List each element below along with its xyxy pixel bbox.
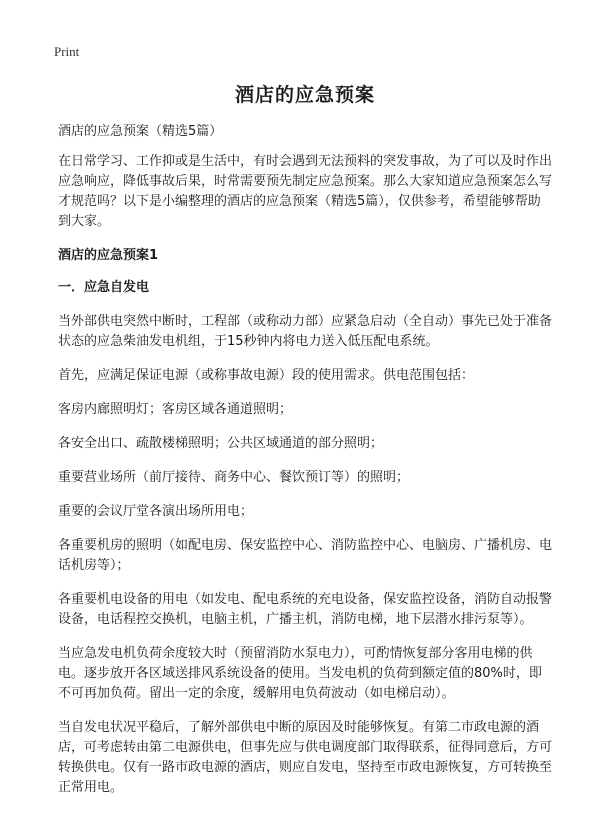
page-title: 酒店的应急预案 [234,84,375,106]
body-paragraph: 各安全出口、疏散楼梯照明；公共区域通道的部分照明； [58,436,384,451]
section-heading: 酒店的应急预案1 [58,248,159,263]
sub-heading: 一．应急自发电 [58,280,150,295]
body-paragraph: 各重要机电设备的用电（如发电、配电系统的充电设备，保安监控设备，消防自动报警设备，电话程控交换机，电脑主机，广播主机，消防电梯，地下层潜水排污泵等）。 [58,592,553,627]
body-paragraph: 当自发电状况平稳后，了解外部供电中断的原因及时能够恢复。有第二市政电源的酒店，可考虑转由第二电源供电，但事先应与供电调度部门取得联系，征得同意后，方可转换供电。仅有一路市政电源的酒店，则应自发电，坚持至市政电源恢复，方可转换至正常用电。 [58,720,553,795]
intro-paragraph: 在日常学习、工作抑或是生活中，有时会遇到无法预料的突发事故，为了可以及时作出应急响应，降低事故后果，时常需要预先制定应急预案。那么大家知道应急预案怎么写才规范吗？以下是小编整理的酒店的应急预案（精选5篇），仅供参考，希望能够帮助到大家。 [58,154,553,229]
print-label: Print [54,44,80,59]
document-subtitle: 酒店的应急预案（精选5篇） [58,124,223,139]
body-paragraph: 当外部供电突然中断时，工程部（或称动力部）应紧急启动（全自动）事先已处于准备状态的应急柴油发电机组，于15秒钟内将电力送入低压配电系统。 [58,314,553,349]
body-paragraph: 客房内廊照明灯；客房区域各通道照明； [58,402,293,417]
body-paragraph: 各重要机房的照明（如配电房、保安监控中心、消防监控中心、电脑房、广播机房、电话机房等）； [58,538,553,573]
body-paragraph: 当应急发电机负荷余度较大时（预留消防水泵电力），可酌情恢复部分客用电梯的供电。逐步放开各区域送排风系统设备的使用。当发电机的负荷到额定值的80%时，即不可再加负荷。留出一定的余度，缓解用电负荷波动（如电梯启动）。 [58,646,542,701]
body-paragraph: 重要的会议厅堂各演出场所用电； [58,504,254,519]
body-paragraph: 首先，应满足保证电源（或称事故电源）段的使用需求。供电范围包括： [58,368,475,383]
body-paragraph: 重要营业场所（前厅接待、商务中心、餐饮预订等）的照明； [58,470,410,485]
